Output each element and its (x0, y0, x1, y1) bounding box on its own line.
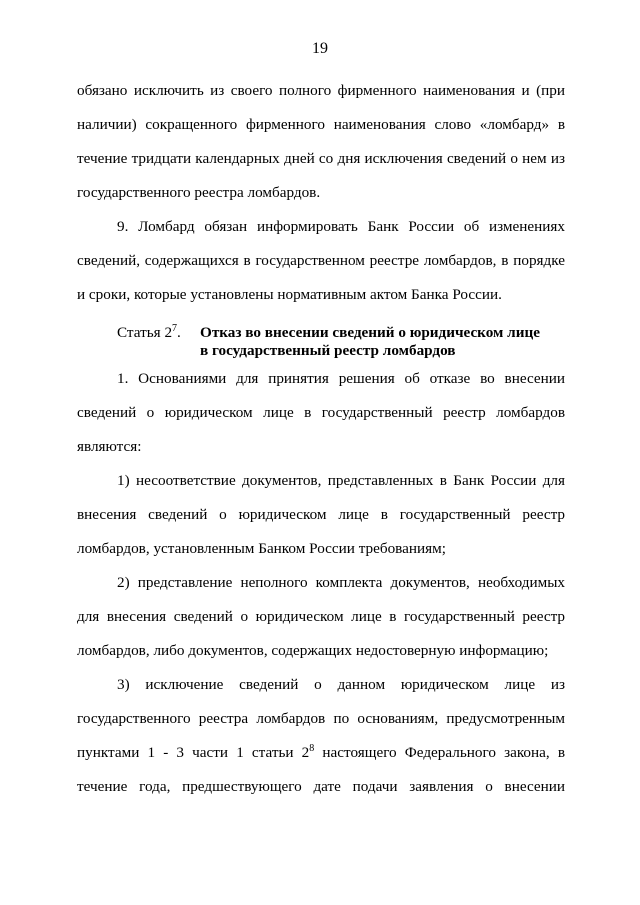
paragraph-grounds (77, 362, 565, 464)
text-line: течение года, предшествующего дате подачи заявления о внесении (77, 778, 565, 795)
list-item-2 (77, 566, 565, 668)
list-item-3 (77, 668, 565, 804)
text-line: для внесения сведений о юридическом лице в государственный реестр (77, 608, 565, 625)
text-line: сведений, содержащихся в государственном реестре ломбардов, в порядке (77, 252, 565, 269)
text-line: и сроки, которые установлены нормативным актом Банка России. (77, 286, 502, 303)
statute-superscript: 8 (309, 742, 315, 754)
text-line: сведений о юридическом лице в государственный реестр ломбардов (77, 404, 565, 421)
article-label: Статья $2^7$. (117, 322, 181, 341)
text-line: 1. Основаниями для принятия решения об отказе во внесении (117, 370, 565, 387)
text-line: 2) представление неполного комплекта документов, необходимых (117, 574, 565, 591)
text-line: 1) несоответствие документов, представленных в Банк России для (117, 472, 565, 489)
page-number: 19 (312, 40, 328, 57)
paragraph-9 (77, 210, 565, 312)
text-line: ломбардов, либо документов, содержащих недостоверную информацию; (77, 642, 549, 659)
text-line: пунктами 1 - 3 части 1 статьи $2^8$ настоящего Федерального закона, в (77, 742, 566, 761)
paragraph-continuation (77, 74, 565, 210)
text-line: 9. Ломбард обязан информировать Банк России об изменениях (117, 218, 565, 235)
article-title (200, 324, 540, 360)
text-line: внесения сведений о юридическом лице в государственный реестр (77, 506, 565, 523)
article-title-line: Отказ во внесении сведений о юридическом лице (200, 324, 540, 341)
text-line: наличии) сокращенного фирменного наименования слово «ломбард» в (77, 116, 565, 133)
text-line: течение тридцати календарных дней со дня исключения сведений о нем из (77, 150, 565, 167)
text-line: являются: (77, 438, 142, 455)
list-item-1 (77, 464, 565, 566)
article-heading (77, 312, 565, 359)
article-title-line: в государственный реестр ломбардов (200, 342, 456, 359)
text-line: обязано исключить из своего полного фирменного наименования и (при (77, 82, 565, 99)
text-line: ломбардов, установленным Банком России требованиям; (77, 540, 446, 557)
text-line: государственного реестра ломбардов. (77, 184, 321, 201)
article-superscript: 7 (172, 322, 178, 334)
text-line: государственного реестра ломбардов по основаниям, предусмотренным (77, 710, 565, 727)
document-body (77, 74, 565, 804)
text-line: 3) исключение сведений о данном юридическом лице из (117, 676, 565, 693)
